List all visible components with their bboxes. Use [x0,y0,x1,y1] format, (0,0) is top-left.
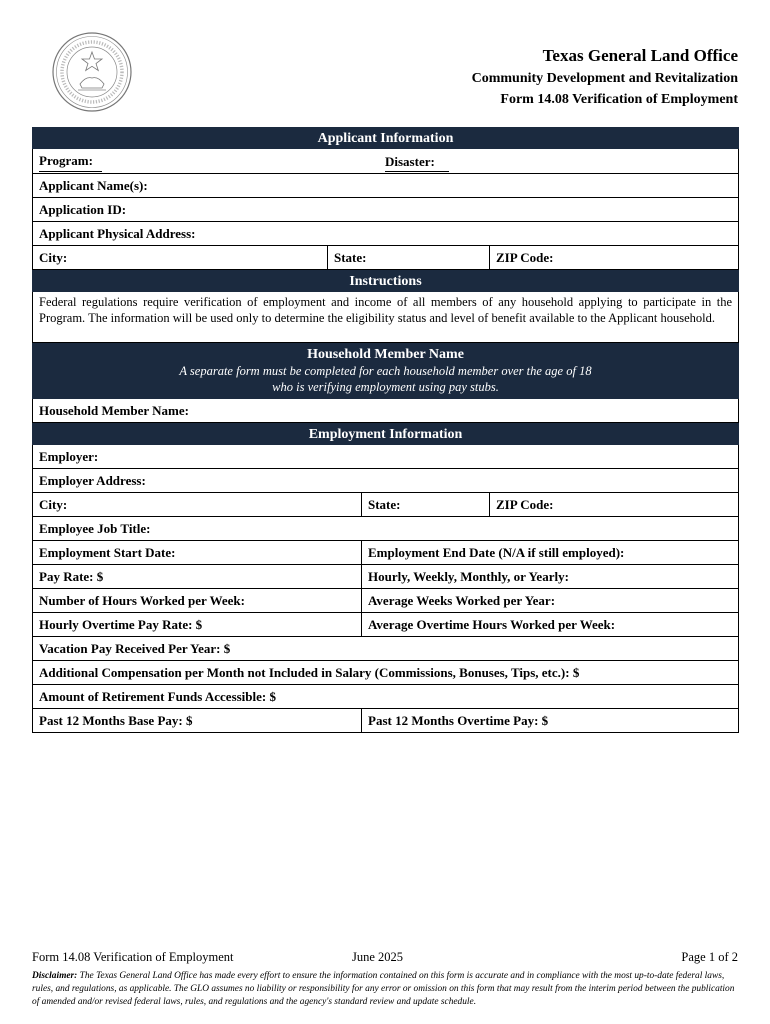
physical-address-field[interactable]: Applicant Physical Address: [39,225,196,241]
vacation-pay-row [32,637,739,661]
employer-address-row [32,469,739,493]
additional-compensation-field[interactable]: Additional Compensation per Month not Included in Salary (Commissions, Bonuses, Tips, etc.): $ [39,664,580,680]
verification-form [32,127,739,733]
pay-rate-row [32,565,739,589]
household-note-line1: A separate form must be completed for each household member over the age of 18 [179,364,592,378]
past-12-months-pay-row [32,709,739,733]
application-id-field[interactable]: Application ID: [39,201,127,217]
applicant-state-field[interactable]: State: [327,246,489,269]
applicant-information-heading: Applicant Information [32,127,739,149]
applicant-names-field[interactable]: Applicant Name(s): [39,177,148,193]
end-date-field[interactable]: Employment End Date (N/A if still employed): [361,541,738,564]
household-note-line2: who is verifying employment using pay stubs. [272,380,499,394]
employer-row [32,445,739,469]
disclaimer-label: Disclaimer: [32,971,78,981]
retirement-funds-field[interactable]: Amount of Retirement Funds Accessible: $ [39,688,276,704]
pay-rate-field[interactable]: Pay Rate: $ [39,568,104,584]
division-name: Community Development and Revitalization [471,71,738,86]
employment-dates-row [32,541,739,565]
base-pay-field[interactable]: Past 12 Months Base Pay: $ [39,712,193,728]
applicant-names-row [32,174,739,198]
instructions-text: Federal regulations require verification of employment and income of all members of any household applying to participate in the Program. The information will be used only to determine the eligibility status and level of benefit available to the Applicant household. [32,292,739,343]
applicant-city-state-zip-row [32,246,739,270]
glo-seal-icon [52,32,132,112]
hours-per-week-field[interactable]: Number of Hours Worked per Week: [39,592,245,608]
job-title-field[interactable]: Employee Job Title: [39,520,151,536]
vacation-pay-field[interactable]: Vacation Pay Received Per Year: $ [39,640,231,656]
employer-zip-field[interactable]: ZIP Code: [489,493,738,516]
employer-city-field[interactable]: City: [39,496,68,512]
employer-state-field[interactable]: State: [361,493,489,516]
organization-name: Texas General Land Office [542,46,738,65]
physical-address-row [32,222,739,246]
applicant-zip-field[interactable]: ZIP Code: [489,246,738,269]
disaster-label[interactable]: Disaster: [385,154,435,169]
household-member-name-row [32,399,739,423]
employer-address-field[interactable]: Employer Address: [39,472,146,488]
disclaimer-text: The Texas General Land Office has made every effort to ensure the information contained on this form is accurate and in compliance with the most up-to-date federal laws, rules, and regulations, as applicable. The GLO assumes no liability or responsibility for any error or omission on this form that may result from the interim period between the publication of amended and/or revised federal laws, rules, and regulations and the agency's standard review and update schedule. [32,971,735,1007]
footer-date: June 2025 [352,950,404,964]
pay-frequency-field[interactable]: Hourly, Weekly, Monthly, or Yearly: [361,565,738,588]
footer-page-number: Page 1 of 2 [681,950,738,964]
retirement-funds-row [32,685,739,709]
employer-field[interactable]: Employer: [39,448,99,464]
program-label[interactable]: Program: [39,153,93,168]
overtime-pay-field[interactable]: Past 12 Months Overtime Pay: $ [361,709,738,732]
form-title: Form 14.08 Verification of Employment [500,92,738,107]
application-id-row [32,198,739,222]
hours-weeks-row [32,589,739,613]
overtime-row [32,613,739,637]
household-member-heading: Household Member Name [307,347,464,362]
household-member-heading-block [32,343,739,399]
additional-compensation-row [32,661,739,685]
applicant-city-field[interactable]: City: [39,249,68,265]
disclaimer [32,970,739,1009]
household-member-name-field[interactable]: Household Member Name: [39,402,189,418]
employer-city-state-zip-row [32,493,739,517]
footer-form-name: Form 14.08 Verification of Employment [32,950,234,964]
program-disaster-row [32,149,739,174]
weeks-per-year-field[interactable]: Average Weeks Worked per Year: [361,589,738,612]
job-title-row [32,517,739,541]
instructions-heading: Instructions [32,270,739,292]
overtime-hours-field[interactable]: Average Overtime Hours Worked per Week: [361,613,738,636]
employment-information-heading: Employment Information [32,423,739,445]
start-date-field[interactable]: Employment Start Date: [39,544,176,560]
overtime-rate-field[interactable]: Hourly Overtime Pay Rate: $ [39,616,203,632]
